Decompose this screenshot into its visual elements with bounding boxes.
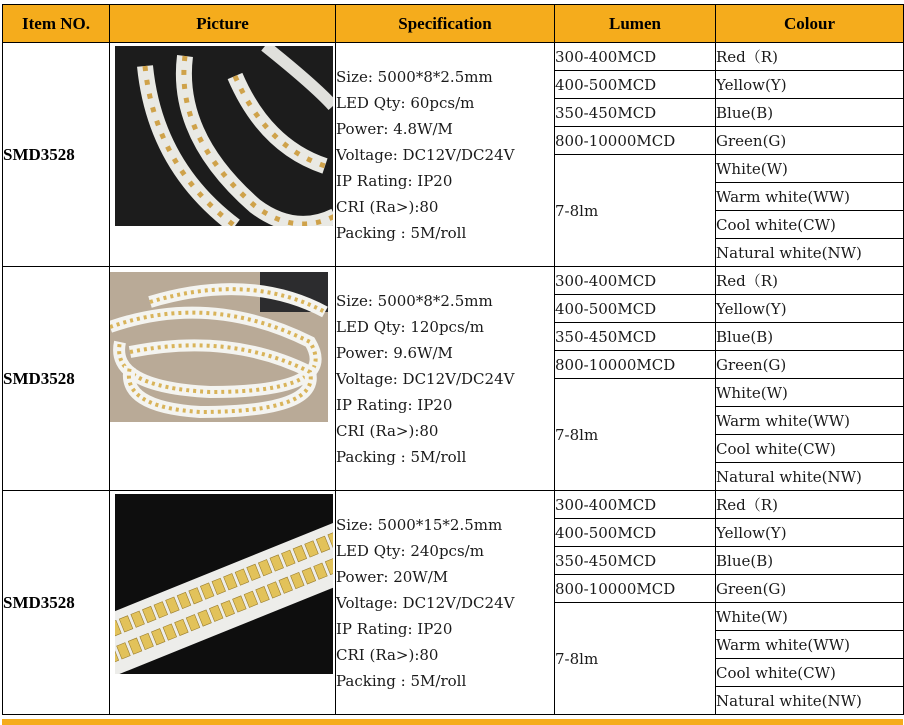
colour-cell: Warm white(WW) — [716, 407, 904, 435]
colour-cell: Natural white(NW) — [716, 687, 904, 715]
table-row — [3, 43, 904, 71]
colour-cell: White(W) — [716, 155, 904, 183]
header-item-no: Item NO. — [3, 5, 110, 43]
spec-line: IP Rating: IP20 — [336, 619, 453, 638]
spec-line: LED Qty: 240pcs/m — [336, 541, 484, 560]
colour-cell: Yellow(Y) — [716, 295, 904, 323]
spec-line: CRI (Ra>):80 — [336, 421, 439, 440]
spec-line: CRI (Ra>):80 — [336, 197, 439, 216]
table-row — [3, 267, 904, 295]
colour-cell: Blue(B) — [716, 323, 904, 351]
header-specification: Specification — [336, 5, 555, 43]
specification-cell — [336, 43, 555, 267]
spec-line: Size: 5000*8*2.5mm — [336, 67, 493, 86]
spec-line: Packing : 5M/roll — [336, 447, 467, 466]
picture-cell — [110, 267, 336, 491]
colour-cell: Warm white(WW) — [716, 631, 904, 659]
colour-cell: Green(G) — [716, 575, 904, 603]
lumen-cell: 300-400MCD — [555, 267, 716, 295]
colour-cell: Warm white(WW) — [716, 183, 904, 211]
colour-cell: Cool white(CW) — [716, 659, 904, 687]
spec-line: Packing : 5M/roll — [336, 223, 467, 242]
picture-cell — [110, 491, 336, 715]
lumen-cell: 800-10000MCD — [555, 127, 716, 155]
led-strip-photo — [115, 46, 335, 226]
led-strip-photo — [110, 272, 335, 422]
colour-cell: Red（R) — [716, 43, 904, 71]
colour-cell: White(W) — [716, 603, 904, 631]
spec-line: LED Qty: 60pcs/m — [336, 93, 475, 112]
colour-cell: Natural white(NW) — [716, 463, 904, 491]
spec-line: IP Rating: IP20 — [336, 395, 453, 414]
item-no-cell: SMD3528 — [3, 491, 110, 715]
item-no-cell: SMD3528 — [3, 43, 110, 267]
lumen-cell: 300-400MCD — [555, 491, 716, 519]
header-picture: Picture — [110, 5, 336, 43]
picture-cell — [110, 43, 336, 267]
colour-cell: Cool white(CW) — [716, 211, 904, 239]
spec-line: Power: 9.6W/M — [336, 343, 453, 362]
colour-cell: Blue(B) — [716, 547, 904, 575]
specification-cell — [336, 267, 555, 491]
lumen-cell-white: 7-8lm — [555, 155, 716, 267]
colour-cell: Green(G) — [716, 351, 904, 379]
colour-cell: Red（R) — [716, 267, 904, 295]
spec-line: Power: 4.8W/M — [336, 119, 453, 138]
header-lumen: Lumen — [555, 5, 716, 43]
footer-strip — [2, 719, 903, 725]
colour-cell: Cool white(CW) — [716, 435, 904, 463]
lumen-cell: 400-500MCD — [555, 71, 716, 99]
spec-line: CRI (Ra>):80 — [336, 645, 439, 664]
colour-cell: Yellow(Y) — [716, 519, 904, 547]
header-colour: Colour — [716, 5, 904, 43]
lumen-cell: 800-10000MCD — [555, 575, 716, 603]
spec-line: IP Rating: IP20 — [336, 171, 453, 190]
lumen-cell: 350-450MCD — [555, 547, 716, 575]
colour-cell: White(W) — [716, 379, 904, 407]
spec-line: Voltage: DC12V/DC24V — [336, 145, 515, 164]
lumen-cell-white: 7-8lm — [555, 603, 716, 715]
colour-cell: Red（R) — [716, 491, 904, 519]
colour-cell: Blue(B) — [716, 99, 904, 127]
colour-cell: Natural white(NW) — [716, 239, 904, 267]
lumen-cell-white: 7-8lm — [555, 379, 716, 491]
lumen-cell: 350-450MCD — [555, 99, 716, 127]
table-row — [3, 491, 904, 519]
spec-line: Voltage: DC12V/DC24V — [336, 369, 515, 388]
spec-line: Voltage: DC12V/DC24V — [336, 593, 515, 612]
table-body — [3, 43, 904, 715]
lumen-cell: 400-500MCD — [555, 295, 716, 323]
spec-line: Power: 20W/M — [336, 567, 449, 586]
spec-line: Packing : 5M/roll — [336, 671, 467, 690]
lumen-cell: 800-10000MCD — [555, 351, 716, 379]
spec-line: Size: 5000*8*2.5mm — [336, 291, 493, 310]
lumen-cell: 300-400MCD — [555, 43, 716, 71]
led-strip-photo — [115, 494, 335, 674]
header-row — [3, 5, 904, 43]
lumen-cell: 350-450MCD — [555, 323, 716, 351]
lumen-cell: 400-500MCD — [555, 519, 716, 547]
spec-line: LED Qty: 120pcs/m — [336, 317, 484, 336]
colour-cell: Yellow(Y) — [716, 71, 904, 99]
specification-cell — [336, 491, 555, 715]
spec-line: Size: 5000*15*2.5mm — [336, 515, 503, 534]
colour-cell: Green(G) — [716, 127, 904, 155]
item-no-cell: SMD3528 — [3, 267, 110, 491]
product-spec-table — [2, 4, 904, 715]
